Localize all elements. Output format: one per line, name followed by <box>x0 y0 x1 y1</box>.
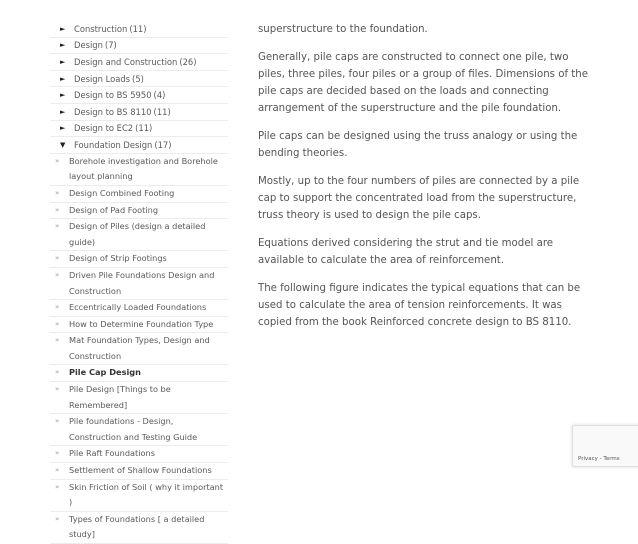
article-body <box>258 21 590 342</box>
category-list <box>50 21 228 154</box>
post-list-item[interactable] <box>50 154 228 186</box>
post-list-item[interactable] <box>50 203 228 220</box>
category-count: (17) <box>154 139 172 150</box>
post-list-item[interactable] <box>50 219 228 251</box>
category-item[interactable] <box>50 104 228 121</box>
category-label[interactable]: Design and Construction <box>74 56 178 67</box>
post-list-item[interactable] <box>50 365 228 382</box>
post-link[interactable]: Pile Raft Foundations <box>69 448 155 459</box>
post-link[interactable]: Design of Piles (design a detailed guide) <box>69 221 206 247</box>
post-list-item[interactable] <box>50 512 228 544</box>
article-paragraph: Pile caps can be designed using the truss analogy or using the bending theories. <box>258 131 578 159</box>
category-count: (11) <box>153 106 171 117</box>
bullet-icon: » <box>55 368 60 377</box>
category-sidebar <box>50 21 228 544</box>
post-link[interactable]: Eccentrically Loaded Foundations <box>69 302 207 313</box>
expand-triangle-icon[interactable]: ► <box>60 107 66 116</box>
post-link[interactable]: How to Determine Foundation Type <box>69 318 214 329</box>
article-paragraph: Mostly, up to the four numbers of piles are connected by a pile cap to support the concentrated load from the superstructure, truss theory is used to design the pile caps. <box>258 176 580 221</box>
category-label[interactable]: Construction <box>74 23 128 34</box>
post-link[interactable]: Mat Foundation Types, Design and Construction <box>69 335 210 361</box>
category-label[interactable]: Design to BS 8110 <box>74 106 152 117</box>
category-count: (26) <box>179 56 197 67</box>
recaptcha-terms-link[interactable]: Privacy - Terms <box>578 456 620 462</box>
category-item[interactable] <box>50 54 228 71</box>
bullet-icon: » <box>55 222 60 231</box>
bullet-icon: » <box>55 385 60 394</box>
expand-triangle-icon[interactable]: ► <box>60 41 66 50</box>
post-list-item[interactable] <box>50 463 228 480</box>
post-link[interactable]: Driven Pile Foundations Design and Construction <box>69 269 215 296</box>
post-link[interactable]: Borehole investigation and Borehole layout planning <box>69 155 218 182</box>
post-list-item[interactable] <box>50 446 228 463</box>
post-list-item[interactable] <box>50 186 228 203</box>
category-label[interactable]: Design to EC2 <box>74 123 134 134</box>
article-paragraph: The following figure indicates the typical equations that can be used to calculate the area of tension reinforcements. It was copied from the book Reinforced concrete design to BS 8110. <box>258 283 581 328</box>
post-link[interactable]: Skin Friction of Soil ( why it important ) <box>69 481 224 508</box>
post-link[interactable]: Types of Foundations [ a detailed study] <box>69 513 205 540</box>
expand-triangle-icon[interactable]: ► <box>60 57 66 66</box>
post-link[interactable]: Design of Pad Footing <box>69 204 159 215</box>
bullet-icon: » <box>55 417 60 426</box>
post-list-item[interactable] <box>50 268 228 300</box>
post-list-item[interactable] <box>50 317 228 334</box>
post-link[interactable]: Design of Strip Footings <box>69 253 167 264</box>
post-list-item[interactable] <box>50 333 228 365</box>
category-count: (4) <box>153 90 166 101</box>
category-item[interactable] <box>50 21 228 38</box>
article-paragraph: Equations derived considering the strut and tie model are available to calculate the area of reinforcement. <box>258 238 554 266</box>
expand-triangle-icon[interactable]: ► <box>60 124 66 133</box>
bullet-icon: » <box>55 188 60 197</box>
category-label[interactable]: Design <box>74 40 103 51</box>
bullet-icon: » <box>55 482 60 491</box>
bullet-icon: » <box>55 254 60 263</box>
category-label[interactable]: Design Loads <box>74 73 131 84</box>
bullet-icon: » <box>55 270 60 279</box>
bullet-icon: » <box>55 319 60 328</box>
article-paragraph: superstructure to the foundation. <box>258 24 428 35</box>
collapse-triangle-icon[interactable]: ▼ <box>60 140 66 149</box>
post-list <box>50 154 228 544</box>
post-list-item[interactable] <box>50 414 228 446</box>
post-list-item[interactable] <box>50 300 228 317</box>
post-list-item[interactable] <box>50 382 228 414</box>
bullet-icon: » <box>55 156 60 165</box>
category-item[interactable] <box>50 87 228 104</box>
post-link[interactable]: Pile Cap Design <box>69 367 141 378</box>
category-count: (7) <box>104 40 117 51</box>
bullet-icon: » <box>55 449 60 458</box>
post-link[interactable]: Pile foundations - Design, Construction and Testing Guide <box>69 416 198 442</box>
article-paragraph: Generally, pile caps are constructed to connect one pile, two piles, three piles, four piles or a group of files. Dimensions of the pile caps are decided based on the loads and connecting arrangement of the superstructure and the pile foundation. <box>258 52 588 114</box>
bullet-icon: » <box>55 205 60 214</box>
category-item[interactable] <box>50 38 228 55</box>
category-label[interactable]: Foundation Design <box>74 139 153 150</box>
bullet-icon: » <box>55 336 60 345</box>
expand-triangle-icon[interactable]: ► <box>60 74 66 83</box>
recaptcha-badge[interactable] <box>572 425 638 467</box>
expand-triangle-icon[interactable]: ► <box>60 91 66 100</box>
bullet-icon: » <box>55 514 60 523</box>
category-count: (11) <box>135 123 153 134</box>
post-link[interactable]: Settlement of Shallow Foundations <box>69 465 212 476</box>
bullet-icon: » <box>55 466 60 475</box>
post-link[interactable]: Design Combined Footing <box>69 187 175 198</box>
expand-triangle-icon[interactable]: ► <box>60 24 66 33</box>
category-item[interactable] <box>50 137 228 154</box>
bullet-icon: » <box>55 303 60 312</box>
category-item[interactable] <box>50 121 228 138</box>
category-label[interactable]: Design to BS 5950 <box>74 90 152 101</box>
post-list-item[interactable] <box>50 251 228 268</box>
post-list-item[interactable] <box>50 480 228 512</box>
post-link[interactable]: Pile Design [Things to be Remembered] <box>69 384 171 410</box>
category-count: (11) <box>129 23 147 34</box>
category-item[interactable] <box>50 71 228 88</box>
category-count: (5) <box>132 73 144 84</box>
